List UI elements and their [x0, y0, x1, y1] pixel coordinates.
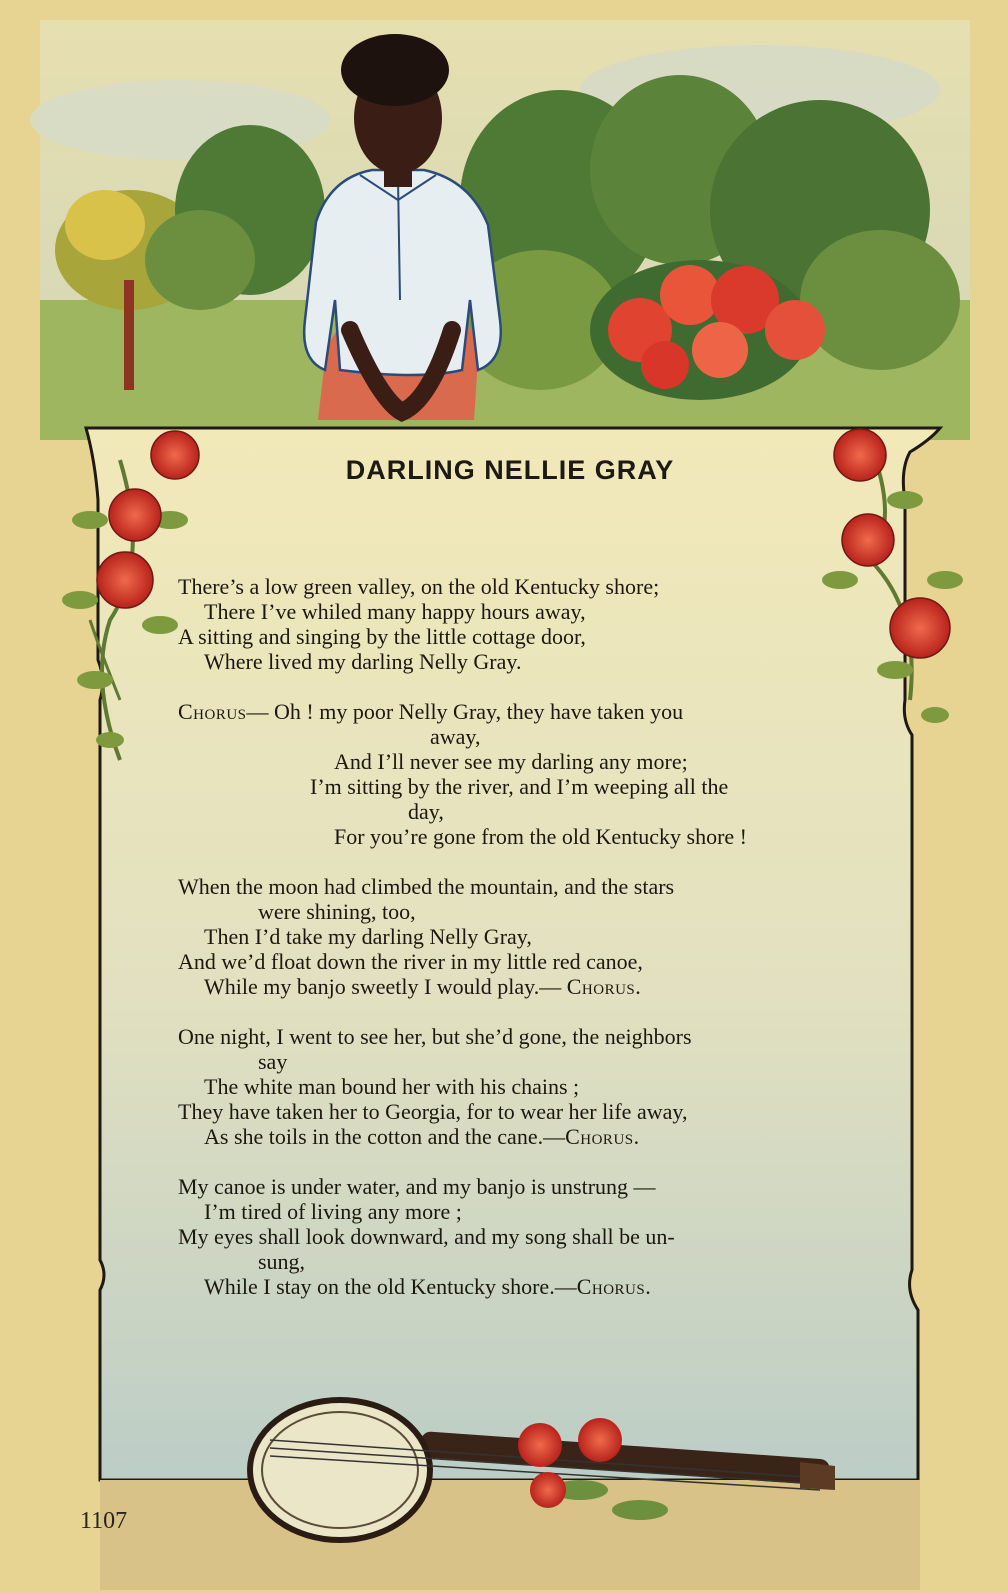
lyric-line: There’s a low green valley, on the old Kentucky shore;	[178, 574, 660, 599]
chorus-reference: Chorus.	[576, 1274, 652, 1299]
lyric-line: I’m sitting by the river, and I’m weeping all the	[310, 774, 729, 799]
rose-icon	[834, 429, 886, 481]
lyric-line: say	[258, 1049, 288, 1074]
lyric-line: When the moon had climbed the mountain, and the stars	[178, 874, 675, 899]
lyric-line: Where lived my darling Nelly Gray.	[204, 649, 522, 674]
lyric-line: I’m tired of living any more ;	[204, 1199, 462, 1224]
lyric-line: For you’re gone from the old Kentucky shore !	[334, 824, 748, 849]
rose-icon	[842, 514, 894, 566]
lyric-line: away,	[430, 724, 481, 749]
song-title: DARLING NELLIE GRAY	[345, 455, 675, 485]
chorus-reference: Chorus.	[566, 974, 642, 999]
chorus-reference: Chorus.	[565, 1124, 640, 1149]
stanza-4	[178, 1174, 878, 1299]
lyric-line: The white man bound her with his chains ;	[204, 1074, 580, 1099]
lyric-line: They have taken her to Georgia, for to wear her life away,	[178, 1099, 688, 1124]
lyric-line: My eyes shall look downward, and my song shall be un-	[178, 1224, 675, 1249]
lyrics	[178, 574, 878, 1324]
lyric-line: There I’ve whiled many happy hours away,	[204, 599, 586, 624]
stanza-2	[178, 874, 878, 999]
lyric-text: As she toils in the cotton and the cane.—	[204, 1124, 566, 1149]
rose-icon	[518, 1423, 562, 1467]
lyric-line: A sitting and singing by the little cottage door,	[178, 624, 586, 649]
lyric-line: sung,	[258, 1249, 306, 1274]
lyric-line	[178, 974, 878, 999]
chorus	[178, 699, 878, 849]
lyric-text: — Oh ! my poor Nelly Gray, they have taken you	[246, 699, 684, 724]
lyric-line: My canoe is under water, and my banjo is unstrung —	[178, 1174, 656, 1199]
rose-icon	[109, 489, 161, 541]
lyric-line	[178, 1124, 878, 1149]
plate-number: 1107	[80, 1508, 128, 1534]
lyric-line: were shining, too,	[258, 899, 416, 924]
lyric-line: And we’d float down the river in my little red canoe,	[178, 949, 643, 974]
ground	[100, 1480, 920, 1590]
lyric-text: While my banjo sweetly I would play.—	[204, 974, 567, 999]
stanza-3	[178, 1024, 878, 1149]
lyric-line	[178, 699, 878, 724]
rose-icon	[578, 1418, 622, 1462]
lyric-text: While I stay on the old Kentucky shore.—	[204, 1274, 577, 1299]
stanza-1	[178, 574, 878, 674]
lyric-line: One night, I went to see her, but she’d gone, the neighbors	[178, 1024, 692, 1049]
chorus-label: Chorus	[178, 699, 247, 724]
lyric-line	[178, 1274, 878, 1299]
lyric-line: day,	[408, 799, 444, 824]
rose-icon	[890, 598, 950, 658]
rose-icon	[530, 1472, 566, 1508]
lyric-line: Then I’d take my darling Nelly Gray,	[204, 924, 532, 949]
lyric-line: And I’ll never see my darling any more;	[334, 749, 688, 774]
rose-icon	[97, 552, 153, 608]
rose-icon	[151, 431, 199, 479]
